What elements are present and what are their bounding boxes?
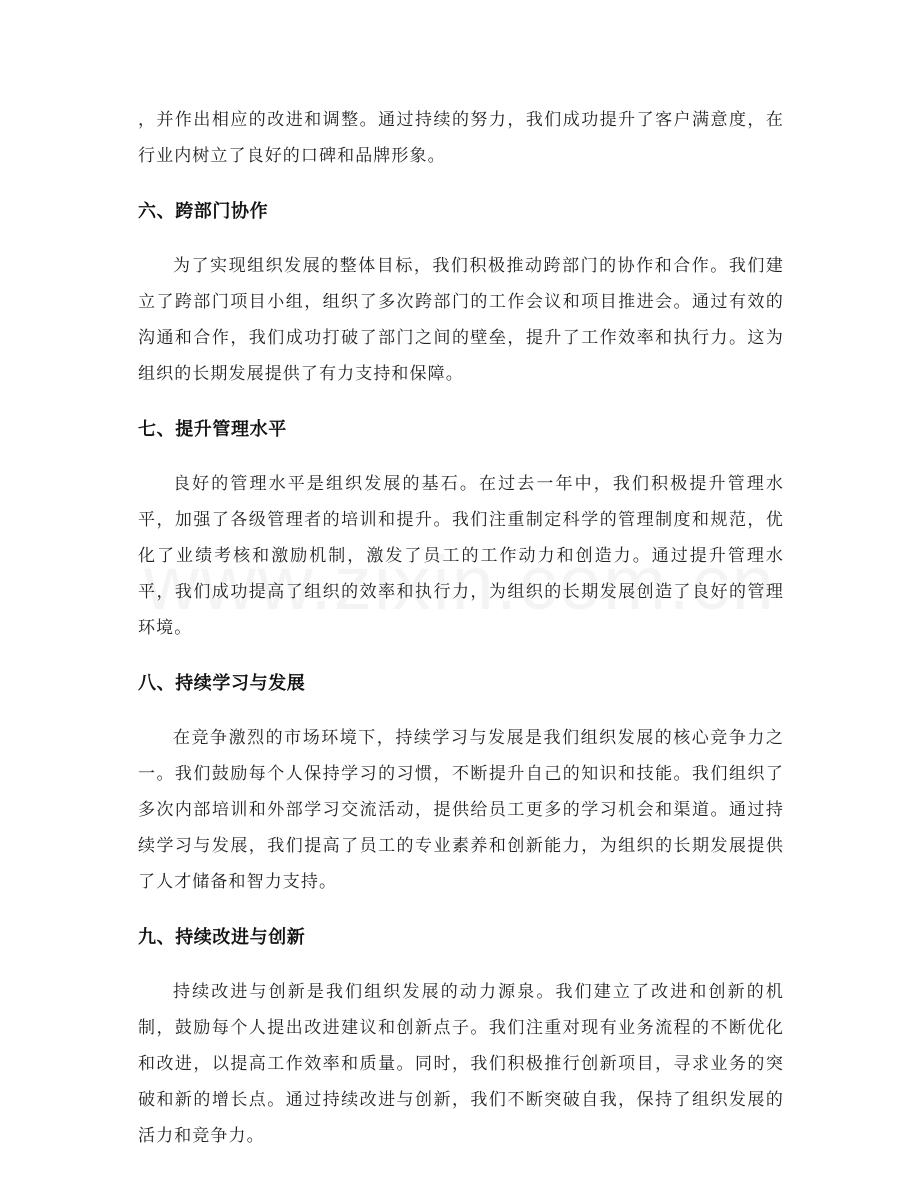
section-paragraph-8: 在竞争激烈的市场环境下，持续学习与发展是我们组织发展的核心竞争力之一。我们鼓励每个人保持学习的习惯，不断提升自己的知识和技能。我们组织了多次内部培训和外部学习交流活动，提供给员工更多的学习机会和渠道。通过持续学习与发展，我们提高了员工的专业素养和创新能力，为组织的长期发展提供了人才储备和智力支持。 bbox=[138, 728, 784, 892]
section-paragraph-7: 良好的管理水平是组织发展的基石。在过去一年中，我们积极提升管理水平，加强了各级管理者的培训和提升。我们注重制定科学的管理制度和规范，优化了业绩考核和激励机制，激发了员工的工作动力和创造力。通过提升管理水平，我们成功提高了组织的效率和执行力，为组织的长期发展创造了良好的管理环境。 bbox=[138, 474, 784, 638]
section-heading-7: 七、提升管理水平 bbox=[138, 419, 287, 440]
document-body bbox=[138, 102, 784, 1154]
section-paragraph-6: 为了实现组织发展的整体目标，我们积极推动跨部门的协作和合作。我们建立了跨部门项目小组，组织了多次跨部门的工作会议和项目推进会。通过有效的沟通和合作，我们成功打破了部门之间的壁垒，提升了工作效率和执行力。这为组织的长期发展提供了有力支持和保障。 bbox=[138, 256, 784, 384]
paragraph-continuation: ，并作出相应的改进和调整。通过持续的努力，我们成功提升了客户满意度，在行业内树立了良好的口碑和品牌形象。 bbox=[138, 110, 784, 166]
section-heading-9: 九、持续改进与创新 bbox=[138, 927, 306, 948]
section-heading-6: 六、跨部门协作 bbox=[138, 201, 269, 222]
section-paragraph-9: 持续改进与创新是我们组织发展的动力源泉。我们建立了改进和创新的机制，鼓励每个人提出改进建议和创新点子。我们注重对现有业务流程的不断优化和改进，以提高工作效率和质量。同时，我们积极推行创新项目，寻求业务的突破和新的增长点。通过持续改进与创新，我们不断突破自我，保持了组织发展的活力和竞争力。 bbox=[138, 982, 784, 1146]
section-heading-8: 八、持续学习与发展 bbox=[138, 673, 306, 694]
